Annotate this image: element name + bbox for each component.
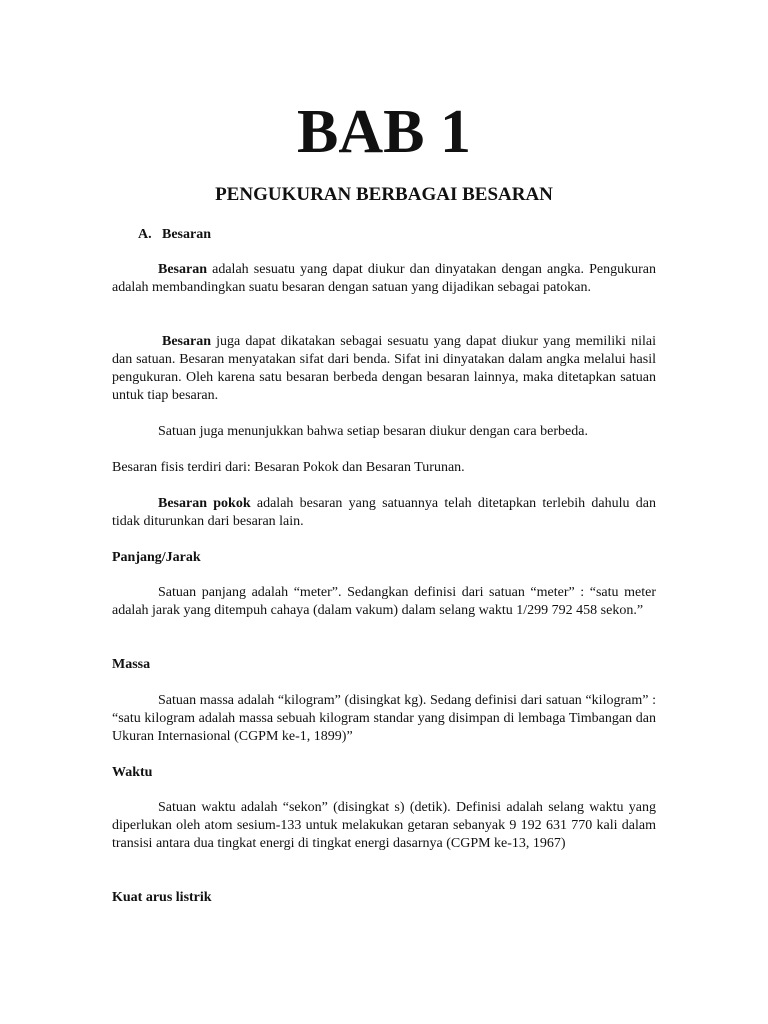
section-heading [138,226,211,244]
paragraph-satuan: Satuan juga menunjukkan bahwa setiap besaran diukur dengan cara berbeda. [158,424,588,439]
chapter-subtitle: PENGUKURAN BERBAGAI BESARAN [215,184,553,205]
heading-kuat-arus: Kuat arus listrik [112,890,212,905]
heading-massa: Massa [112,657,151,672]
chapter-title: BAB 1 [297,98,471,166]
paragraph-besaran-fisis: Besaran fisis terdiri dari: Besaran Pokok dan Besaran Turunan. [112,460,465,475]
paragraph-besaran-nilai: Besaran juga dapat dikatakan sebagai sesuatu yang dapat diukur yang memiliki nilai dan satuan. Besaran menyatakan sifat dari benda. Sifat ini dinyatakan dalam angka melalui hasil pengukuran. Oleh karena satu besaran berbeda dengan besaran lainnya, maka ditetapkan satuan untuk tiap besaran. [112,334,656,403]
section-title: Besaran [162,227,211,242]
section-letter: A. [138,227,152,242]
paragraph-waktu: Satuan waktu adalah “sekon” (disingkat s) (detik). Definisi adalah selang waktu yang diperlukan oleh atom sesium-133 untuk melakukan getaran sebanyak 9 192 631 770 kali dalam transisi antara dua tingkat energi di tingkat energi dasarnya (CGPM ke-13, 1967) [112,800,656,851]
bold-term: Besaran pokok [158,496,251,511]
paragraph-panjang: Satuan panjang adalah “meter”. Sedangkan definisi dari satuan “meter” : “satu meter adalah jarak yang ditempuh cahaya (dalam vakum) dalam selang waktu 1/299 792 458 sekon.” [112,585,656,618]
heading-panjang: Panjang/Jarak [112,550,201,565]
bold-term: Besaran [158,262,207,277]
paragraph-besaran-pokok: Besaran pokok adalah besaran yang satuannya telah ditetapkan terlebih dahulu dan tidak diturunkan dari besaran lain. [112,496,657,529]
paragraph-massa: Satuan massa adalah “kilogram” (disingkat kg). Sedang definisi dari satuan “kilogram” : “satu kilogram adalah massa sebuah kilogram standar yang disimpan di lembaga Timbangan dan Ukuran Internasional (CGPM ke-1, 1899)” [112,693,656,744]
heading-waktu: Waktu [112,765,153,780]
bold-term: Besaran [162,334,211,349]
paragraph-definition: Besaran adalah sesuatu yang dapat diukur dan dinyatakan dengan angka. Pengukuran adalah membandingkan suatu besaran dengan satuan yang dijadikan sebagai patokan. [112,262,656,295]
